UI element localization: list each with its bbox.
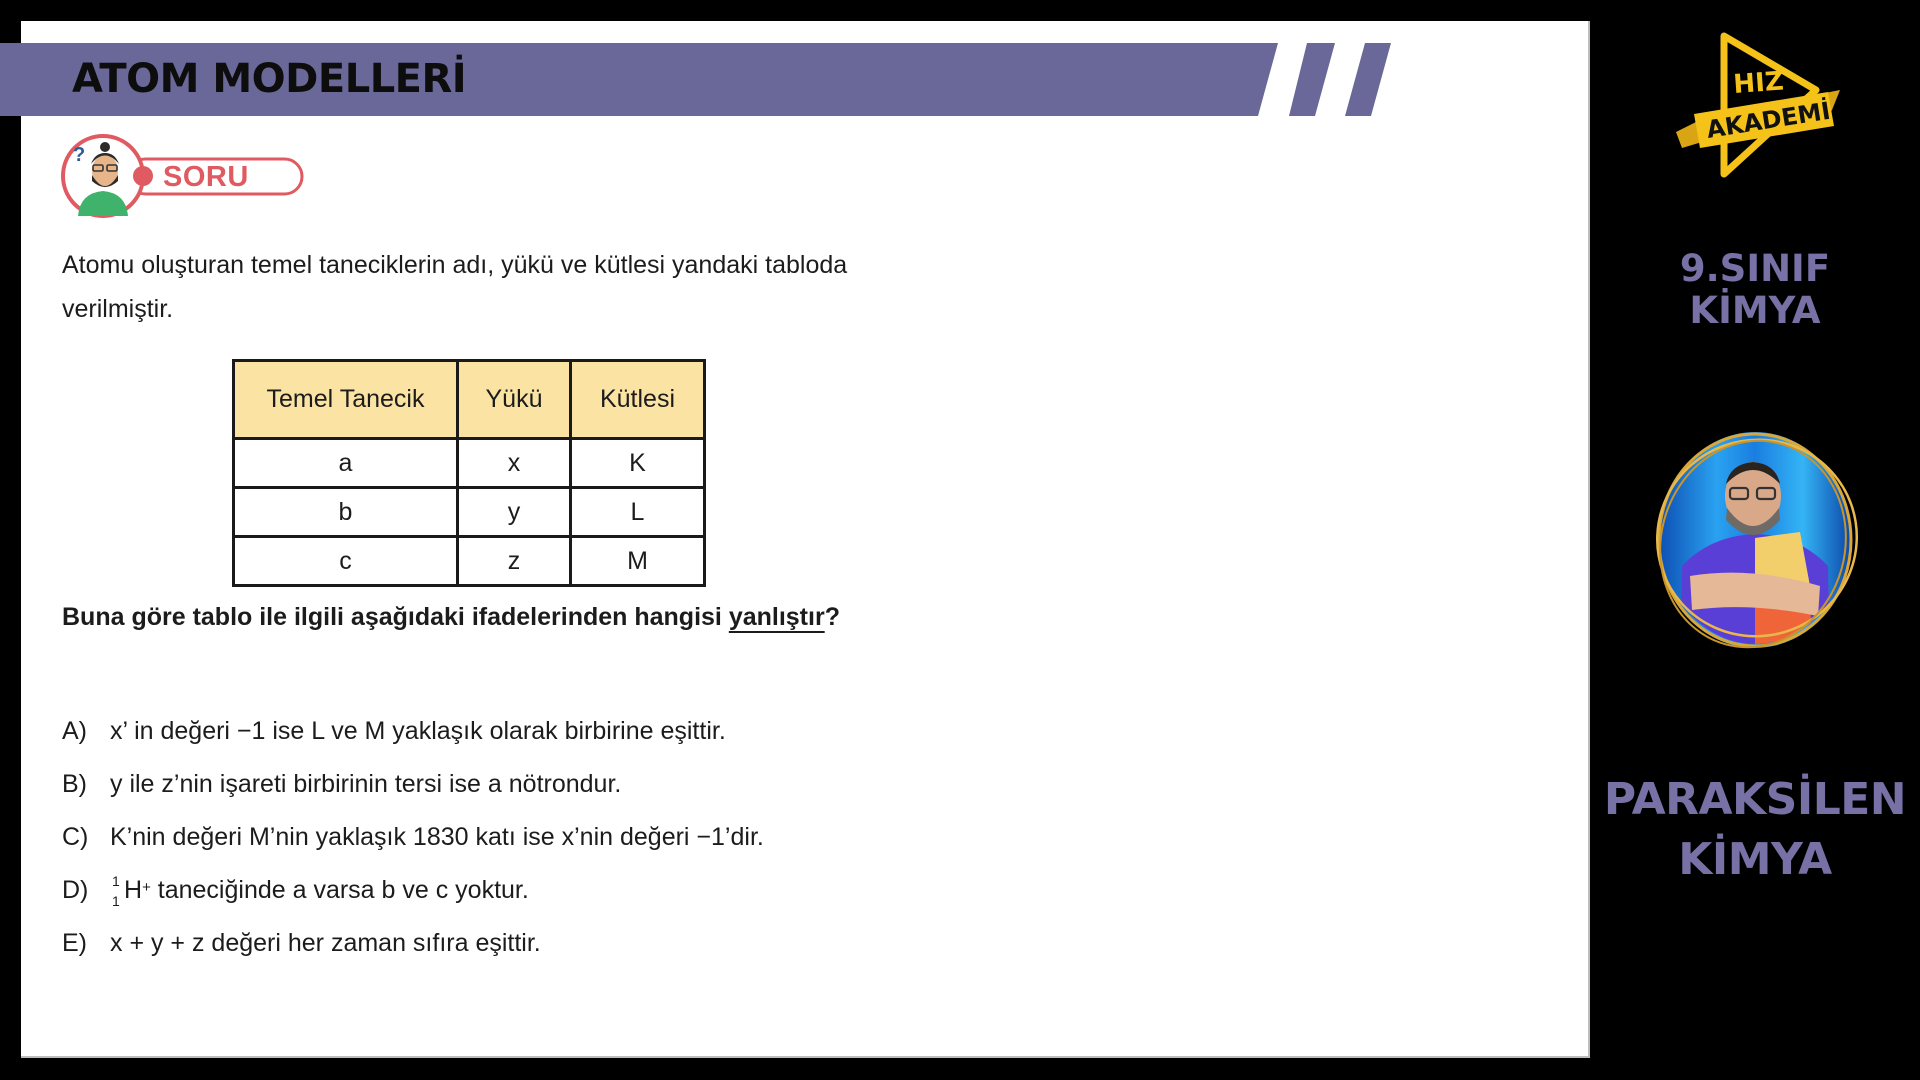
question-badge-label: SORU	[163, 161, 249, 193]
table-cell: K	[571, 439, 705, 488]
grade-label-line1: 9.SINIF	[1679, 247, 1831, 290]
option-text: x + y + z değeri her zaman sıfıra eşittir.	[110, 929, 541, 957]
option-text: taneciğinde a varsa b ve c yoktur.	[150, 876, 529, 904]
table-header-row	[234, 361, 705, 439]
question-prompt-text: Buna göre tablo ile ilgili aşağıdaki ifadelerinden hangisi	[62, 603, 729, 631]
svg-text:?: ?	[73, 144, 86, 166]
nuclide-notation	[110, 872, 124, 908]
teacher-photo-icon	[1650, 426, 1860, 654]
grade-label-line2: KİMYA	[1689, 289, 1821, 332]
table-cell: z	[458, 537, 571, 586]
question-prompt-mark: ?	[824, 603, 840, 631]
table-header-cell: Temel Tanecik	[234, 361, 458, 439]
table-row	[234, 488, 705, 537]
page-title: ATOM MODELLERİ	[72, 56, 467, 102]
option-letter: B)	[62, 770, 87, 798]
nuclide-mass-number: 1	[112, 873, 120, 889]
option-text: K’nin değeri M’nin yaklaşık 1830 katı ise x’nin değeri −1’dir.	[110, 823, 764, 851]
course-label-line1: PARAKSİLEN	[1603, 774, 1907, 825]
table-cell: L	[571, 488, 705, 537]
option-text: x’ in değeri −1 ise L ve M yaklaşık olarak birbirine eşittir.	[110, 717, 726, 745]
question-prompt-emphasis: yanlıştır	[728, 603, 825, 631]
svg-text:AKADEMİ: AKADEMİ	[1704, 96, 1833, 144]
nuclide-atomic-number: 1	[112, 893, 120, 909]
nuclide-charge: +	[142, 879, 151, 896]
particles-table	[232, 359, 706, 587]
table-header-cell: Yükü	[458, 361, 571, 439]
option-letter: D)	[62, 876, 89, 904]
option-letter: A)	[62, 717, 87, 745]
table-cell: M	[571, 537, 705, 586]
option-text-nuclide	[110, 872, 529, 908]
grade-label	[1660, 248, 1850, 332]
option-letter: E)	[62, 929, 87, 957]
question-prompt	[62, 595, 892, 639]
course-label	[1596, 770, 1914, 890]
table-header-cell: Kütlesi	[571, 361, 705, 439]
course-label-line2: KİMYA	[1678, 834, 1832, 885]
table-cell: c	[234, 537, 458, 586]
table-cell: y	[458, 488, 571, 537]
table-row	[234, 439, 705, 488]
table-cell: b	[234, 488, 458, 537]
table-cell: a	[234, 439, 458, 488]
hiz-akademi-logo	[1672, 30, 1844, 180]
table-cell: x	[458, 439, 571, 488]
teacher-avatar	[1650, 426, 1860, 654]
nuclide-symbol: H	[124, 876, 143, 904]
table-row	[234, 537, 705, 586]
svg-text:HIZ: HIZ	[1732, 66, 1785, 100]
option-text: y ile z’nin işareti birbirinin tersi ise a nötrondur.	[110, 770, 622, 798]
question-intro: Atomu oluşturan temel taneciklerin adı, yükü ve kütlesi yandaki tabloda verilmiştir.	[62, 251, 848, 323]
option-letter: C)	[62, 823, 89, 851]
play-triangle-logo-icon	[1672, 30, 1844, 180]
